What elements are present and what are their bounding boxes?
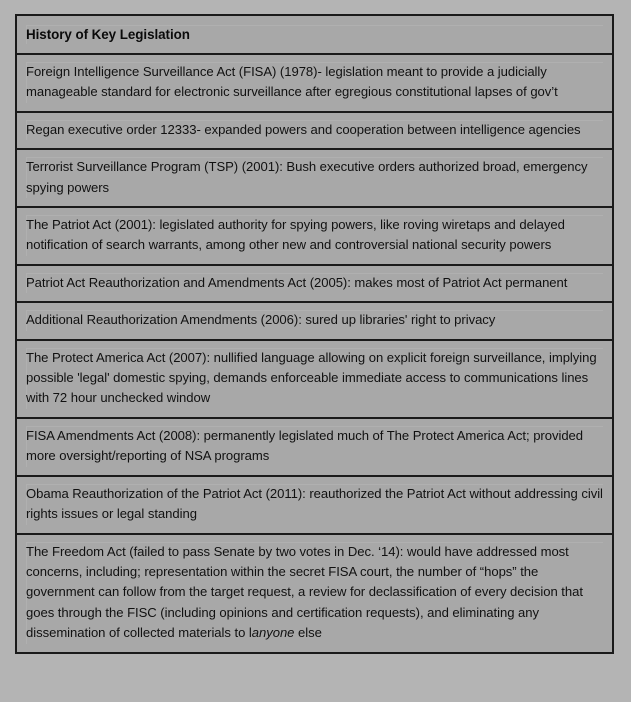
table-row	[17, 150, 612, 208]
row-text-patriot-act-2001: The Patriot Act (2001): legislated authority for spying powers, like roving wiretaps and delayed notification of search warrants, among other new and controversial national security powers	[26, 215, 603, 256]
table-row	[17, 208, 612, 266]
freedom-act-italic-term: anyone	[251, 625, 295, 641]
row-text-fisa-1978: Foreign Intelligence Surveillance Act (FISA) (1978)- legislation meant to provide a judicially manageable standard for electronic surveillance after egregious constitutional lapses of gov’t	[26, 62, 603, 103]
table-row	[17, 535, 612, 652]
row-text-obama-reauth-2011: Obama Reauthorization of the Patriot Act (2011): reauthorized the Patriot Act without addressing civil rights issues or legal standing	[26, 484, 603, 525]
table-header-row	[17, 16, 612, 55]
table-row	[17, 55, 612, 113]
row-text-additional-reauth-2006: Additional Reauthorization Amendments (2006): sured up libraries' right to privacy	[26, 310, 603, 330]
freedom-act-text-before: The Freedom Act (failed to pass Senate by two votes in Dec. ‘14): would have addressed most concerns, including; representation within the secret FISA court, the number of “hops” the government can follow from the target request, a review for declassification of every decision that goes through the FISC (including opinions and certification requests), and eliminating any dissemination of collected materials to l	[26, 543, 583, 641]
freedom-act-text-after: else	[294, 625, 322, 641]
table-header-title: History of Key Legislation	[26, 25, 603, 44]
table-row	[17, 477, 612, 535]
row-text-tsp-2001: Terrorist Surveillance Program (TSP) (2001): Bush executive orders authorized broad, emergency spying powers	[26, 157, 603, 198]
row-text-patriot-reauth-2005: Patriot Act Reauthorization and Amendments Act (2005): makes most of Patriot Act permanent	[26, 273, 603, 293]
table-row	[17, 113, 612, 150]
row-text-fisa-amendments-2008: FISA Amendments Act (2008): permanently legislated much of The Protect America Act; provided more oversight/reporting of NSA programs	[26, 426, 603, 467]
row-text-eo-12333: Regan executive order 12333- expanded powers and cooperation between intelligence agencies	[26, 120, 603, 140]
row-text-protect-america-2007: The Protect America Act (2007): nullified language allowing on explicit foreign surveillance, implying possible 'legal' domestic spying, demands enforceable immediate access to communications lines with 72 hour unchecked window	[26, 348, 603, 409]
table-row	[17, 303, 612, 340]
table-row	[17, 341, 612, 419]
legislation-history-table	[15, 14, 614, 654]
table-row	[17, 266, 612, 303]
row-text-freedom-act	[26, 542, 603, 644]
table-row	[17, 419, 612, 477]
